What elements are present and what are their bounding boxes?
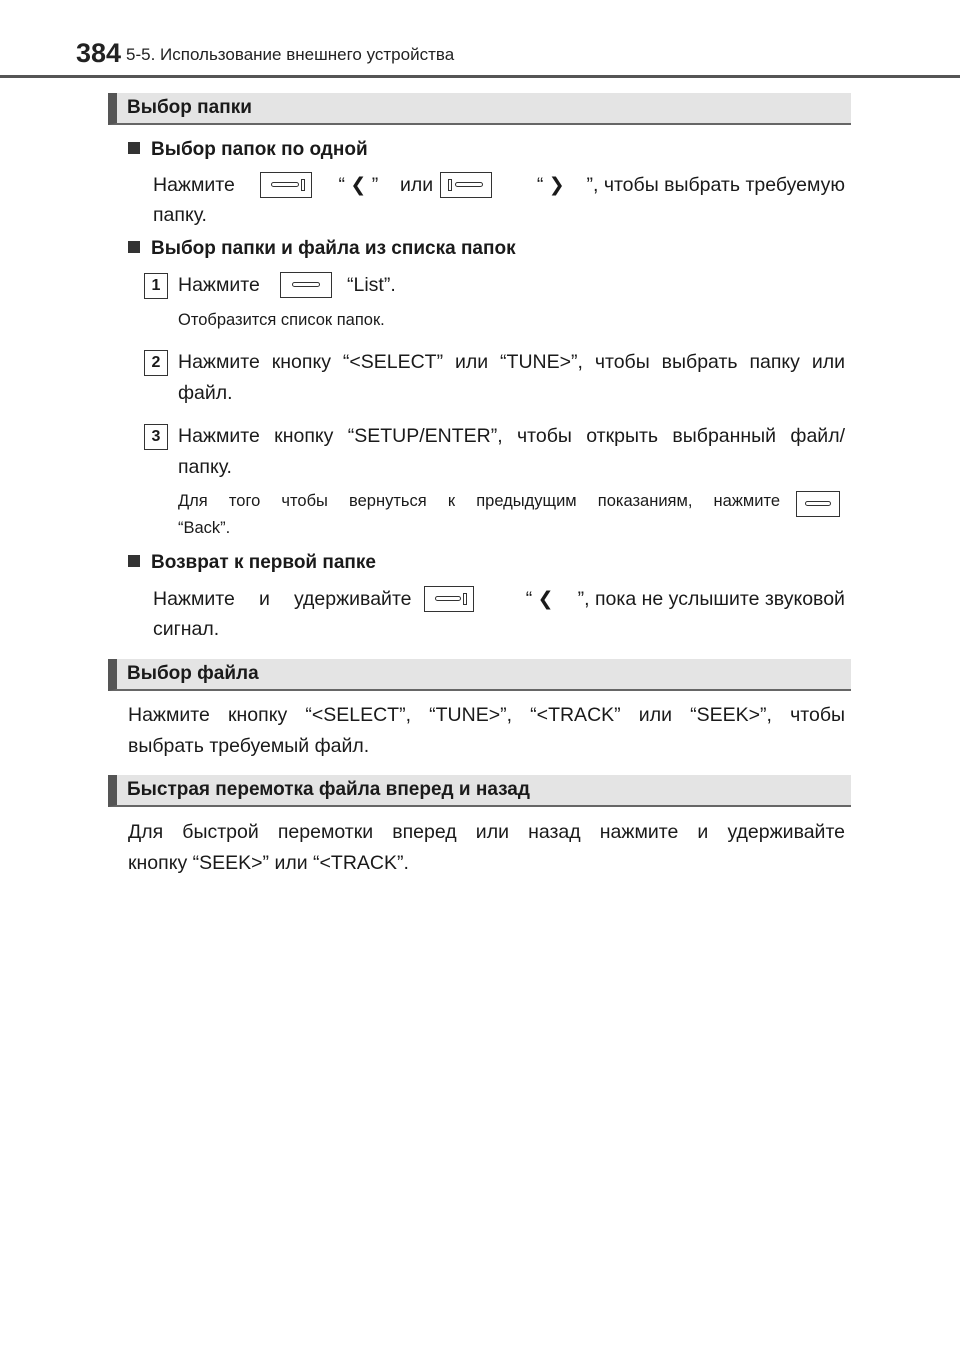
switch-endbar: [448, 179, 452, 191]
header-rule: [0, 75, 960, 78]
text-word: и: [258, 588, 270, 610]
file-select-line2: выбрать требуемый файл.: [128, 735, 370, 757]
switch-slot: [435, 596, 461, 601]
quoted-left: [338, 170, 378, 201]
text-press: Нажмите: [153, 174, 235, 196]
switch-endbar: [463, 593, 467, 605]
one-by-one-line1: [153, 170, 845, 200]
step2-line1: Нажмите кнопку “<SELECT” или “TUNE>”, чтобы выбрать папку или: [178, 351, 845, 373]
page-number: 384: [76, 38, 122, 68]
quoted-right: [537, 170, 565, 201]
subheading-text: Возврат к первой папке: [151, 552, 376, 573]
steering-switch-left-icon: [424, 586, 474, 612]
square-bullet-icon: [128, 241, 140, 253]
quote-open: “: [338, 173, 345, 196]
chevron-left-icon: ❮: [537, 588, 554, 610]
text-or: или: [400, 174, 434, 196]
switch-slot: [271, 182, 299, 187]
list-button-icon: [280, 272, 332, 298]
step-number-2: 2: [144, 350, 168, 376]
back-button-icon: [796, 491, 840, 517]
step3-line1: Нажмите кнопку “SETUP/ENTER”, чтобы открыть выбранный файл/: [178, 425, 845, 447]
chapter-title: 5-5. Использование внешнего устройства: [126, 45, 455, 64]
step-number-3: 3: [144, 424, 168, 450]
steering-switch-right-icon: [440, 172, 492, 198]
switch-slot: [455, 182, 483, 187]
quote-open: “: [525, 587, 533, 610]
chevron-right-icon: ❯: [548, 174, 565, 196]
text-line1-end: ”, чтобы выбрать требуемую: [586, 174, 845, 196]
subheading-from-list: [128, 238, 516, 260]
step2-line2: файл.: [178, 382, 233, 404]
quote-open: “: [536, 173, 544, 196]
section-title: Быстрая перемотка файла вперед и назад: [127, 779, 530, 800]
section-bar-file-select: [108, 659, 851, 691]
section-title: Выбор файла: [127, 663, 259, 684]
subheading-text: Выбор папок по одной: [151, 139, 368, 160]
fast-forward-line2: кнопку “SEEK>” или “<TRACK”.: [128, 852, 409, 874]
section-bar-fast-forward: [108, 775, 851, 807]
section-title: Выбор папки: [127, 97, 252, 118]
section-bar-folder-select: [108, 93, 851, 125]
text-word: Нажмите: [153, 588, 235, 610]
file-select-line1: Нажмите кнопку “<SELECT”, “TUNE>”, “<TRACK” или “SEEK>”, чтобы: [128, 704, 845, 726]
quote-close: ”: [371, 173, 379, 196]
square-bullet-icon: [128, 555, 140, 567]
return-first-line1: [153, 584, 845, 614]
text-rest: ”, пока не услышите звуковой: [577, 588, 845, 610]
step3-note-line1: Для того чтобы вернуться к предыдущим показаниям, нажмите: [178, 492, 780, 510]
step3-line2: папку.: [178, 456, 232, 478]
subheading-return-first: [128, 552, 376, 574]
step3-note-line2: “Back”.: [178, 519, 231, 537]
square-bullet-icon: [128, 142, 140, 154]
switch-slot: [292, 282, 320, 287]
switch-slot: [805, 501, 831, 506]
step1-note: Отобразится список папок.: [178, 311, 385, 329]
chevron-left-icon: ❮: [350, 174, 367, 196]
steering-switch-left-icon: [260, 172, 312, 198]
quoted-left: [526, 584, 554, 615]
one-by-one-line2: папку.: [153, 204, 207, 226]
fast-forward-line1: Для быстрой перемотки вперед или назад нажмите и удерживайте: [128, 821, 845, 843]
switch-endbar: [301, 179, 305, 191]
subheading-one-by-one: [128, 139, 368, 161]
subheading-text: Выбор папки и файла из списка папок: [151, 238, 516, 259]
step1-press: Нажмите: [178, 274, 260, 296]
step1-label: “List”.: [347, 274, 396, 296]
step-number-1: 1: [144, 273, 168, 299]
return-first-line2: сигнал.: [153, 618, 220, 640]
text-word: удерживайте: [293, 588, 412, 610]
